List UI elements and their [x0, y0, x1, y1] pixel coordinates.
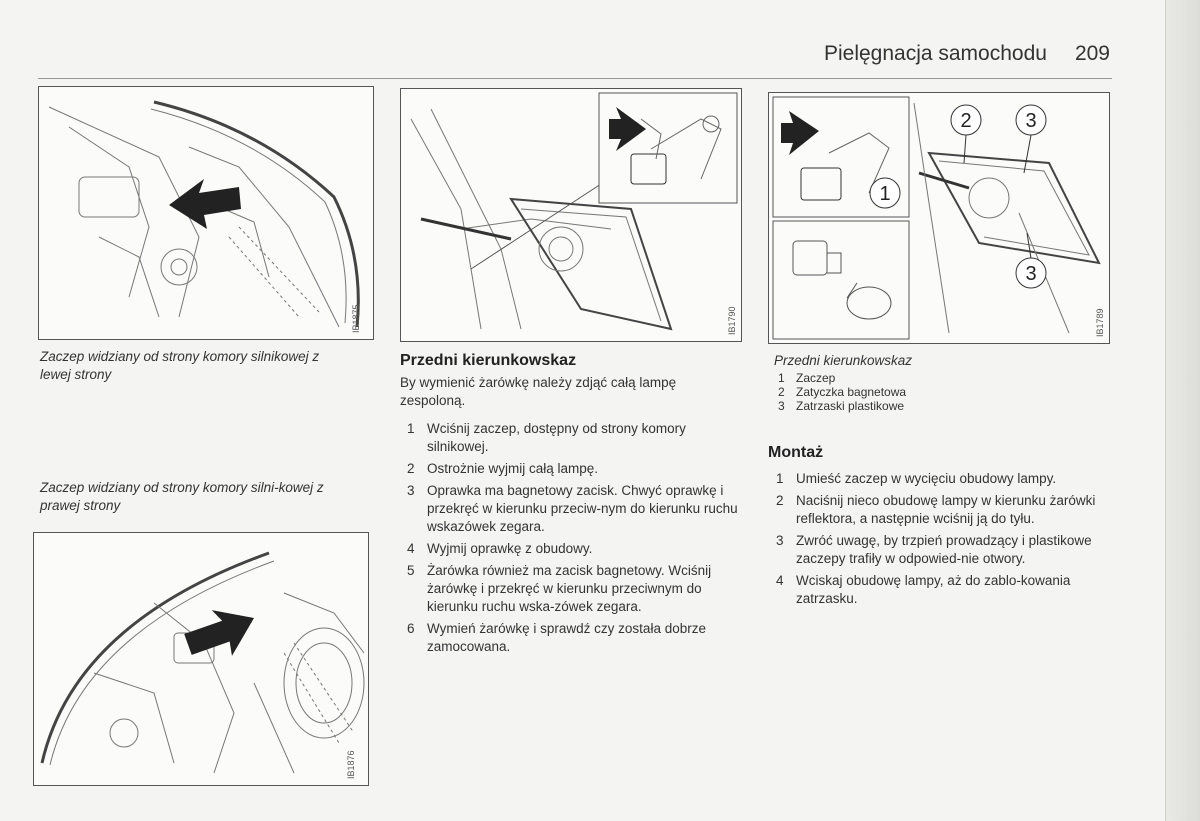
figure-left-top: [38, 86, 374, 340]
page-edge: [1165, 0, 1200, 821]
section-intro: By wymienić żarówkę należy zdjąć całą lampę zespoloną.: [400, 375, 677, 408]
figure-code: IB1789: [1095, 308, 1105, 337]
callout-3a: 3: [1025, 110, 1037, 132]
callout-1: 1: [879, 183, 891, 205]
figure-code: IB1790: [727, 306, 737, 335]
figure-middle: [400, 88, 742, 342]
list-item: 3 Oprawka ma bagnetowy zacisk. Chwyć oprawkę i przekręć w kierunku przeciw-nym do kierunku ruchu wskazówek zegara.: [407, 483, 738, 534]
illustration-left-bottom: [34, 533, 368, 785]
caption-right-figure: Przedni kierunkowskaz: [774, 353, 913, 368]
figure-right: [768, 92, 1110, 344]
arrow-icon: [178, 595, 264, 671]
illustration-left-top: [39, 87, 373, 339]
illustration-middle: [401, 89, 741, 341]
illustration-right: [769, 93, 1109, 343]
list-item: 3 Zwróć uwagę, by trzpień prowadzący i plastikowe zaczepy trafiły w odpowied-nie otwory.: [776, 533, 1092, 566]
list-item: 4 Wyjmij oprawkę z obudowy.: [407, 541, 593, 556]
list-item: 2 Naciśnij nieco obudowę lampy w kierunku żarówki reflektora, a następnie wciśnij ją do tyłu.: [776, 493, 1096, 526]
callout-2: 2: [960, 110, 972, 132]
figure-code: IB1875: [351, 304, 361, 333]
list-item: 1 Wciśnij zaczep, dostępny od strony komory silnikowej.: [407, 421, 686, 454]
legend-item: 3 Zatrzaski plastikowe: [778, 399, 905, 413]
arrow-icon: [169, 179, 241, 229]
assembly-steps: [776, 470, 1106, 612]
section-title-removal: Przedni kierunkowskaz: [400, 352, 577, 369]
legend-item: 1 Zaczep: [778, 371, 836, 385]
caption-left-top: Zaczep widziany od strony komory silnikowej z lewej strony: [40, 349, 320, 382]
page-header: [760, 42, 1110, 66]
legend-item: 2 Zatyczka bagnetowa: [778, 385, 907, 399]
figure-code: IB1876: [346, 750, 356, 779]
figure-legend: [774, 371, 1074, 413]
caption-left-middle: Zaczep widziany od strony komory silni-kowej z prawej strony: [40, 480, 324, 513]
page-number: 209: [1074, 42, 1110, 65]
list-item: 6 Wymień żarówkę i sprawdź czy została dobrze zamocowana.: [407, 621, 706, 654]
list-item: 2 Ostrożnie wyjmij całą lampę.: [407, 461, 599, 476]
list-item: 5 Żarówka również ma zacisk bagnetowy. Wciśnij żarówkę i przekręć w kierunku przeciwnym do kierunku ruchu wska-zówek zegara.: [407, 563, 712, 614]
list-item: 1 Umieść zaczep w wycięciu obudowy lampy.: [776, 471, 1057, 486]
inset-bottom: [773, 221, 909, 339]
callout-3b: 3: [1025, 263, 1037, 285]
list-item: 4 Wciskaj obudowę lampy, aż do zablo-kowania zatrzasku.: [776, 573, 1071, 606]
header-title: Pielęgnacja samochodu: [823, 42, 1047, 65]
removal-steps: [407, 420, 742, 660]
figure-left-bottom: [33, 532, 369, 786]
section-title-assembly: Montaż: [768, 444, 824, 461]
header-rule: [38, 78, 1112, 79]
